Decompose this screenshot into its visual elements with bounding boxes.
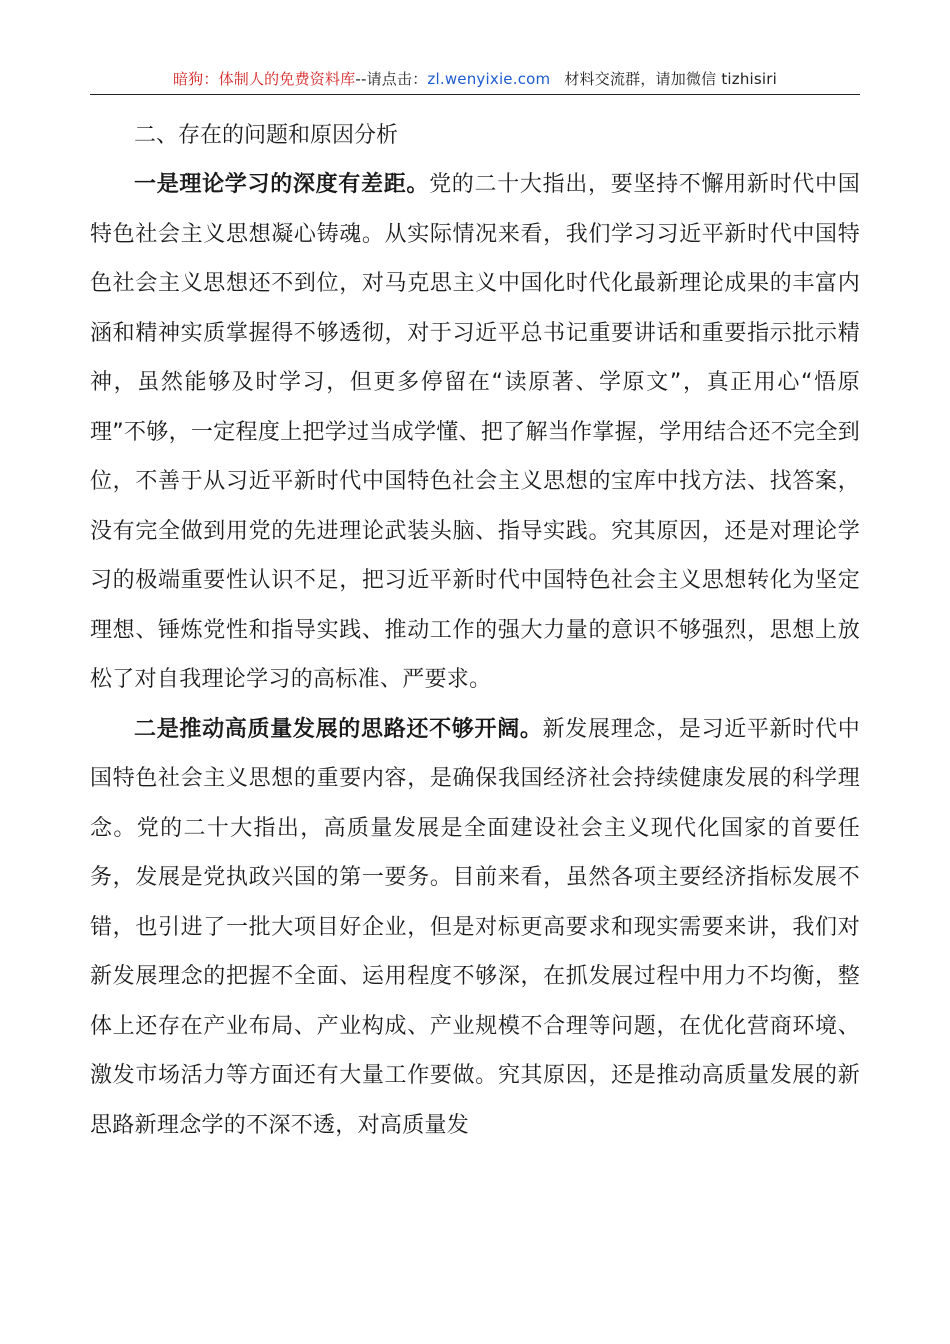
page-header [90,66,860,95]
header-wechat-note: 材料交流群，请加微信 tizhisiri [564,70,778,88]
header-prompt: --请点击： [355,70,428,88]
paragraph-2-lead: 二是推动高质量发展的思路还不够开阔。 [134,716,543,742]
section-heading: 二、存在的问题和原因分析 [134,123,399,148]
paragraph-2-body: 新发展理念，是习近平新时代中国特色社会主义思想的重要内容，是确保我国经济社会持续健康发展的科学理念。党的二十大指出，高质量发展是全面建设社会主义现代化国家的首要任务，发展是党执政兴国的第一要务。目前来看，虽然各项主要经济指标发展不错，也引进了一批大项目好企业，但是对标更高要求和现实需要来讲，我们对新发展理念的把握不全面、运用程度不够深，在抓发展过程中用力不均衡，整体上还存在产业布局、产业构成、产业规模不合理等问题，在优化营商环境、激发市场活力等方面还有大量工作要做。究其原因，还是推动高质量发展的新思路新理念学的不深不透，对高质量发 [90,716,861,1138]
paragraph-1-body: 党的二十大指出，要坚持不懈用新时代中国特色社会主义思想凝心铸魂。从实际情况来看，我们学习习近平新时代中国特色社会主义思想还不到位，对马克思主义中国化时代化最新理论成果的丰富内涵和精神实质掌握得不够透彻，对于习近平总书记重要讲话和重要指示批示精神，虽然能够及时学习，但更多停留在“读原著、学原文”，真正用心“悟原理”不够，一定程度上把学过当成学懂、把了解当作掌握，学用结合还不完全到位，不善于从习近平新时代中国特色社会主义思想的宝库中找方法、找答案，没有完全做到用党的先进理论武装头脑、指导实践。究其原因，还是对理论学习的极端重要性认识不足，把习近平新时代中国特色社会主义思想转化为坚定理想、锤炼党性和指导实践、推动工作的强大力量的意识不够强烈，思想上放松了对自我理论学习的高标准、严要求。 [90,172,861,692]
paragraph-2 [90,705,860,1151]
header-url-link[interactable]: zl.wenyixie.com [427,70,551,88]
header-brand: 暗狗：体制人的免费资料库 [172,70,356,88]
paragraph-1 [90,160,860,705]
paragraph-1-lead: 一是理论学习的深度有差距。 [134,172,430,197]
document-body [90,112,860,1150]
